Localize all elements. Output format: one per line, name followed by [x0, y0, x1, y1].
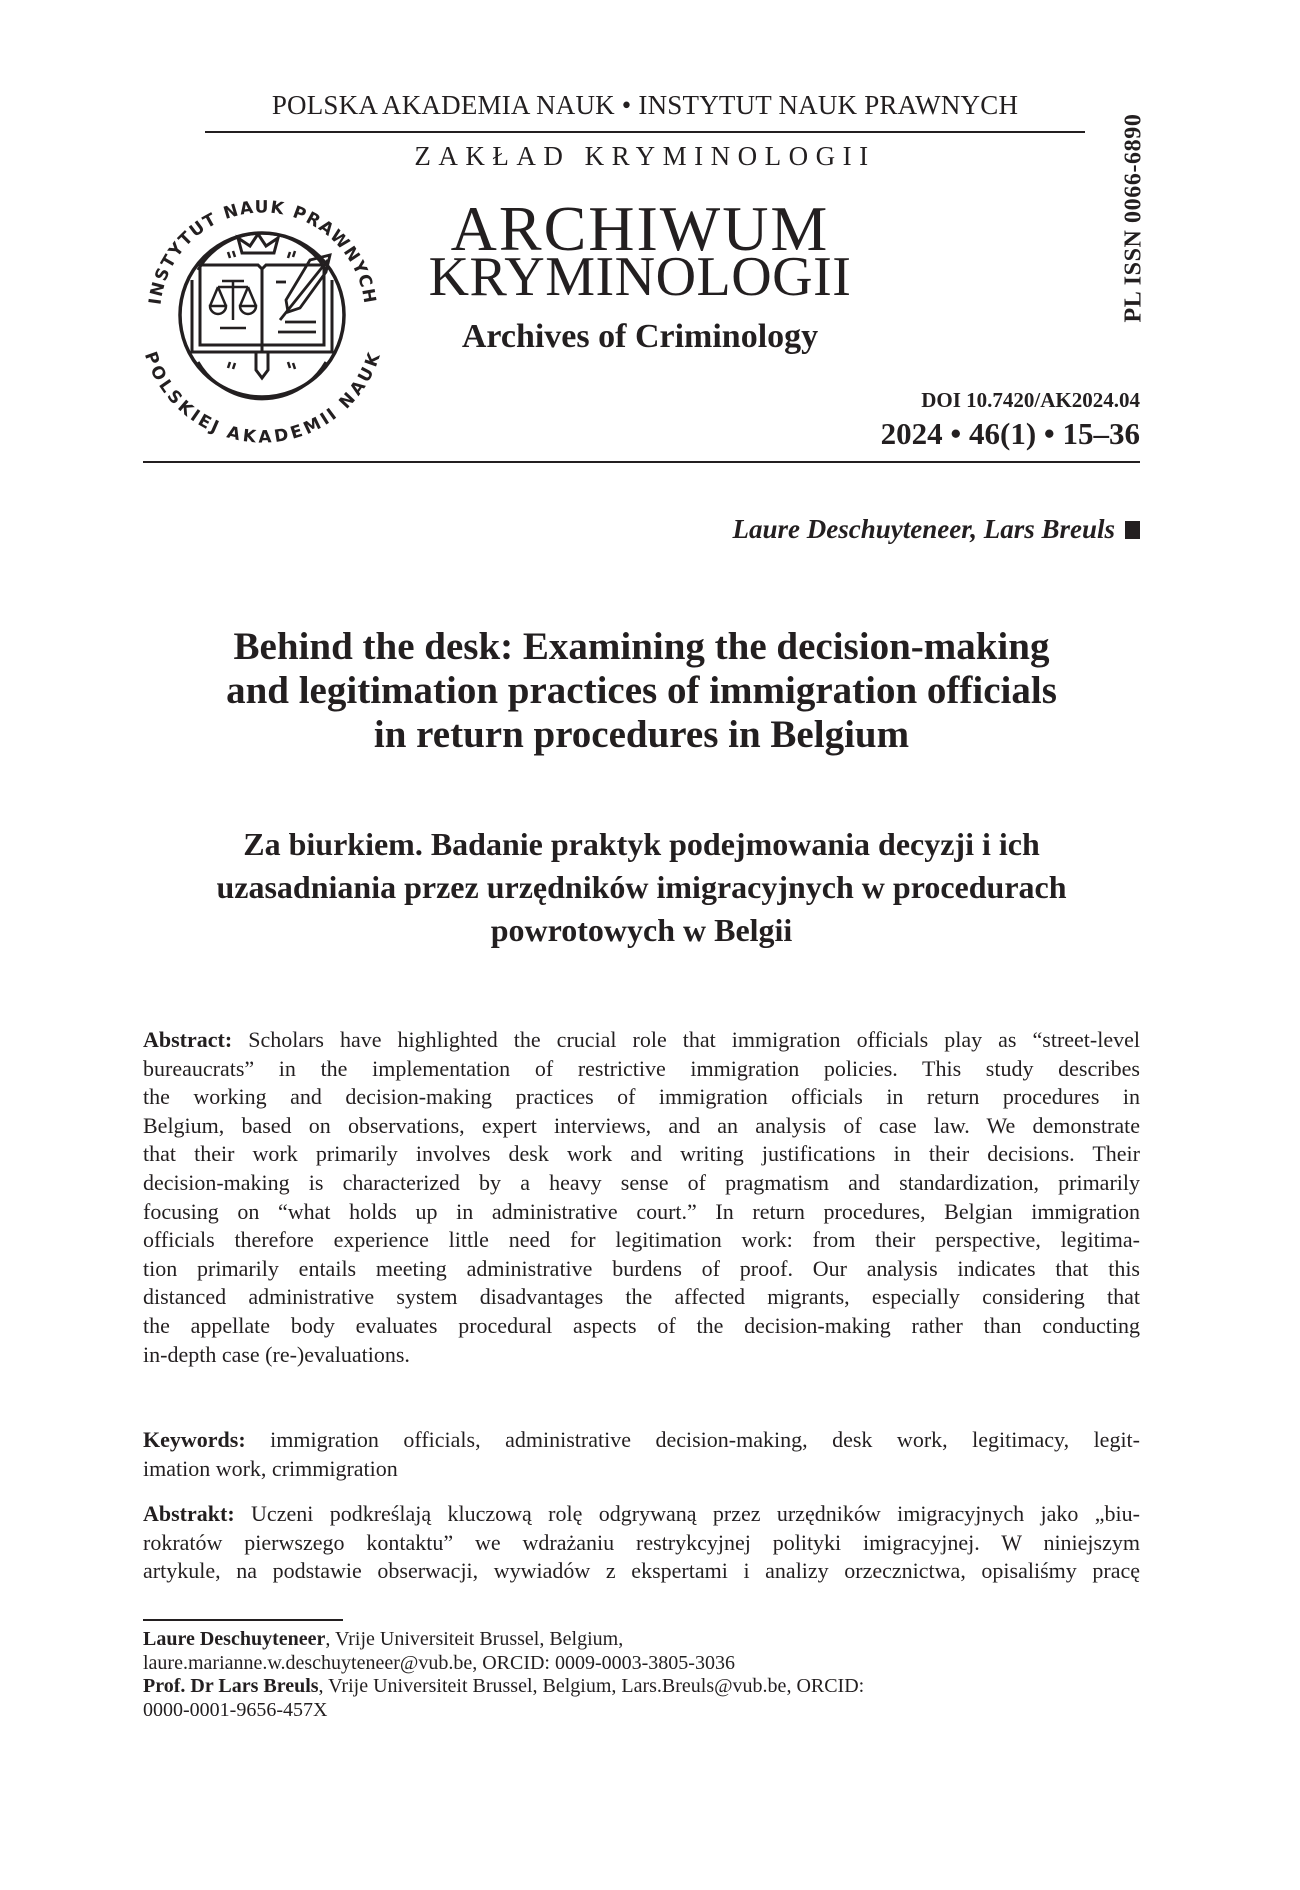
logo-bottom-text: POLSKIEJ AKADEMII NAUK [140, 349, 385, 448]
abstrakt-section [143, 1500, 1140, 1586]
abstract-line: Abstract: Scholars have highlighted the crucial role that immigration officials play as “street-level [143, 1027, 1140, 1052]
abstract-line: focusing on “what holds up in administrative court.” In return procedures, Belgian immigration [143, 1198, 1140, 1224]
keywords-line: imation work, crimmigration [143, 1455, 398, 1481]
abstract-label: Abstract: [143, 1027, 233, 1052]
keywords-line: Keywords: immigration officials, administrative decision-making, desk work, legitimacy, legit- [143, 1427, 1140, 1452]
header-divider [205, 131, 1085, 133]
doi-label[interactable]: DOI 10.7420/AK2024.04 [921, 388, 1140, 412]
journal-title-kryminologii: KRYMINOLOGII [428, 246, 852, 308]
article-title-english [143, 625, 1140, 757]
logo-top-text: INSTYTUT NAUK PRAWNYCH [145, 197, 380, 307]
abstrakt-line: rokratów pierwszego kontaktu” we wdrażaniu restrykcyjnej polityki imigracyjnej. W niniejszym [143, 1529, 1140, 1555]
abstract-section [143, 1026, 1140, 1369]
abstract-line: officials therefore experience little need for legitimation work: from their perspective, legitima- [143, 1227, 1140, 1253]
footnote-line: Laure Deschuyteneer, Vrije Universiteit Brussel, Belgium, [143, 1628, 624, 1650]
keywords-section [143, 1426, 1140, 1483]
abstract-line: in-depth case (re-)evaluations. [143, 1341, 410, 1367]
title-en-line: in return procedures in Belgium [373, 713, 910, 756]
logo-rays-bottom [228, 362, 295, 369]
title-pl-line: powrotowych w Belgii [490, 912, 793, 948]
title-pl-line: uzasadniania przez urzędników imigracyjnych w procedurach [216, 869, 1067, 905]
authors-text: Laure Deschuyteneer, Lars Breuls [732, 514, 1115, 544]
footnote-author1-contact[interactable]: laure.marianne.w.deschuyteneer@vub.be, ORCID: 0009-0003-3805-3036 [143, 1651, 735, 1674]
institution-header: POLSKA AKADEMIA NAUK • INSTYTUT NAUK PRAWNYCH [271, 90, 1019, 120]
keywords-label: Keywords: [143, 1427, 246, 1452]
institute-seal-icon [140, 180, 385, 450]
abstract-line: the appellate body evaluates procedural aspects of the decision-making rather than conducting [143, 1312, 1140, 1338]
title-pl-line: Za biurkiem. Badanie praktyk podejmowania decyzji i ich [243, 826, 1040, 862]
institute-logo [140, 180, 385, 450]
scales-of-justice-icon [210, 281, 256, 328]
footnote-line: Prof. Dr Lars Breuls, Vrije Universiteit Brussel, Belgium, Lars.Breuls@vub.be, ORCID: [143, 1675, 865, 1697]
title-en-line: Behind the desk: Examining the decision-making [233, 625, 1050, 668]
footnote-author2-orcid[interactable]: 0000-0001-9656-457X [143, 1698, 328, 1721]
footnote-author2-name: Prof. Dr Lars Breuls [143, 1675, 319, 1697]
quill-icon [276, 255, 330, 332]
footnote-author1-name: Laure Deschuyteneer [143, 1628, 326, 1650]
department-name: ZAKŁAD KRYMINOLOGII [414, 141, 876, 171]
journal-title-english: Archives of Criminology [461, 318, 819, 355]
abstract-line: the working and decision-making practices of immigration officials in return procedures in [143, 1084, 1140, 1110]
article-title-polish [143, 823, 1140, 952]
abstrakt-line: Abstrakt: Uczeni podkreślają kluczową rolę odgrywaną przez urzędników imigracyjnych jako „biu- [143, 1501, 1140, 1526]
author-footnote [143, 1628, 1140, 1722]
footnote-divider [143, 1619, 343, 1621]
issn-text: PL ISSN 0066-6890 [1120, 113, 1147, 323]
abstract-line: decision-making is characterized by a heavy sense of pragmatism and standardization, primarily [143, 1169, 1140, 1195]
black-square-icon [1125, 521, 1140, 539]
title-en-line: and legitimation practices of immigration officials [226, 669, 1057, 712]
abstract-line: tion primarily entails meeting administrative burdens of proof. Our analysis indicates that this [143, 1255, 1140, 1281]
article-authors [732, 514, 1140, 545]
masthead-divider [143, 461, 1140, 463]
abstract-line: bureaucrats” in the implementation of restrictive immigration policies. This study describes [143, 1055, 1140, 1081]
journal-title-archiwum: ARCHIWUM [450, 193, 830, 264]
issn-label [1118, 92, 1150, 344]
abstract-line: that their work primarily involves desk work and writing justifications in their decisions. Their [143, 1141, 1140, 1167]
issue-info: 2024 • 46(1) • 15–36 [880, 416, 1140, 451]
abstract-line: distanced administrative system disadvantages the affected migrants, especially considering that [143, 1284, 1140, 1310]
abstrakt-label: Abstrakt: [143, 1501, 235, 1526]
abstract-line: Belgium, based on observations, expert interviews, and an analysis of case law. We demonstrate [143, 1112, 1140, 1138]
abstrakt-line: artykule, na podstawie obserwacji, wywiadów z ekspertami i analizy orzecznictwa, opisaliśmy pracę [143, 1558, 1140, 1584]
